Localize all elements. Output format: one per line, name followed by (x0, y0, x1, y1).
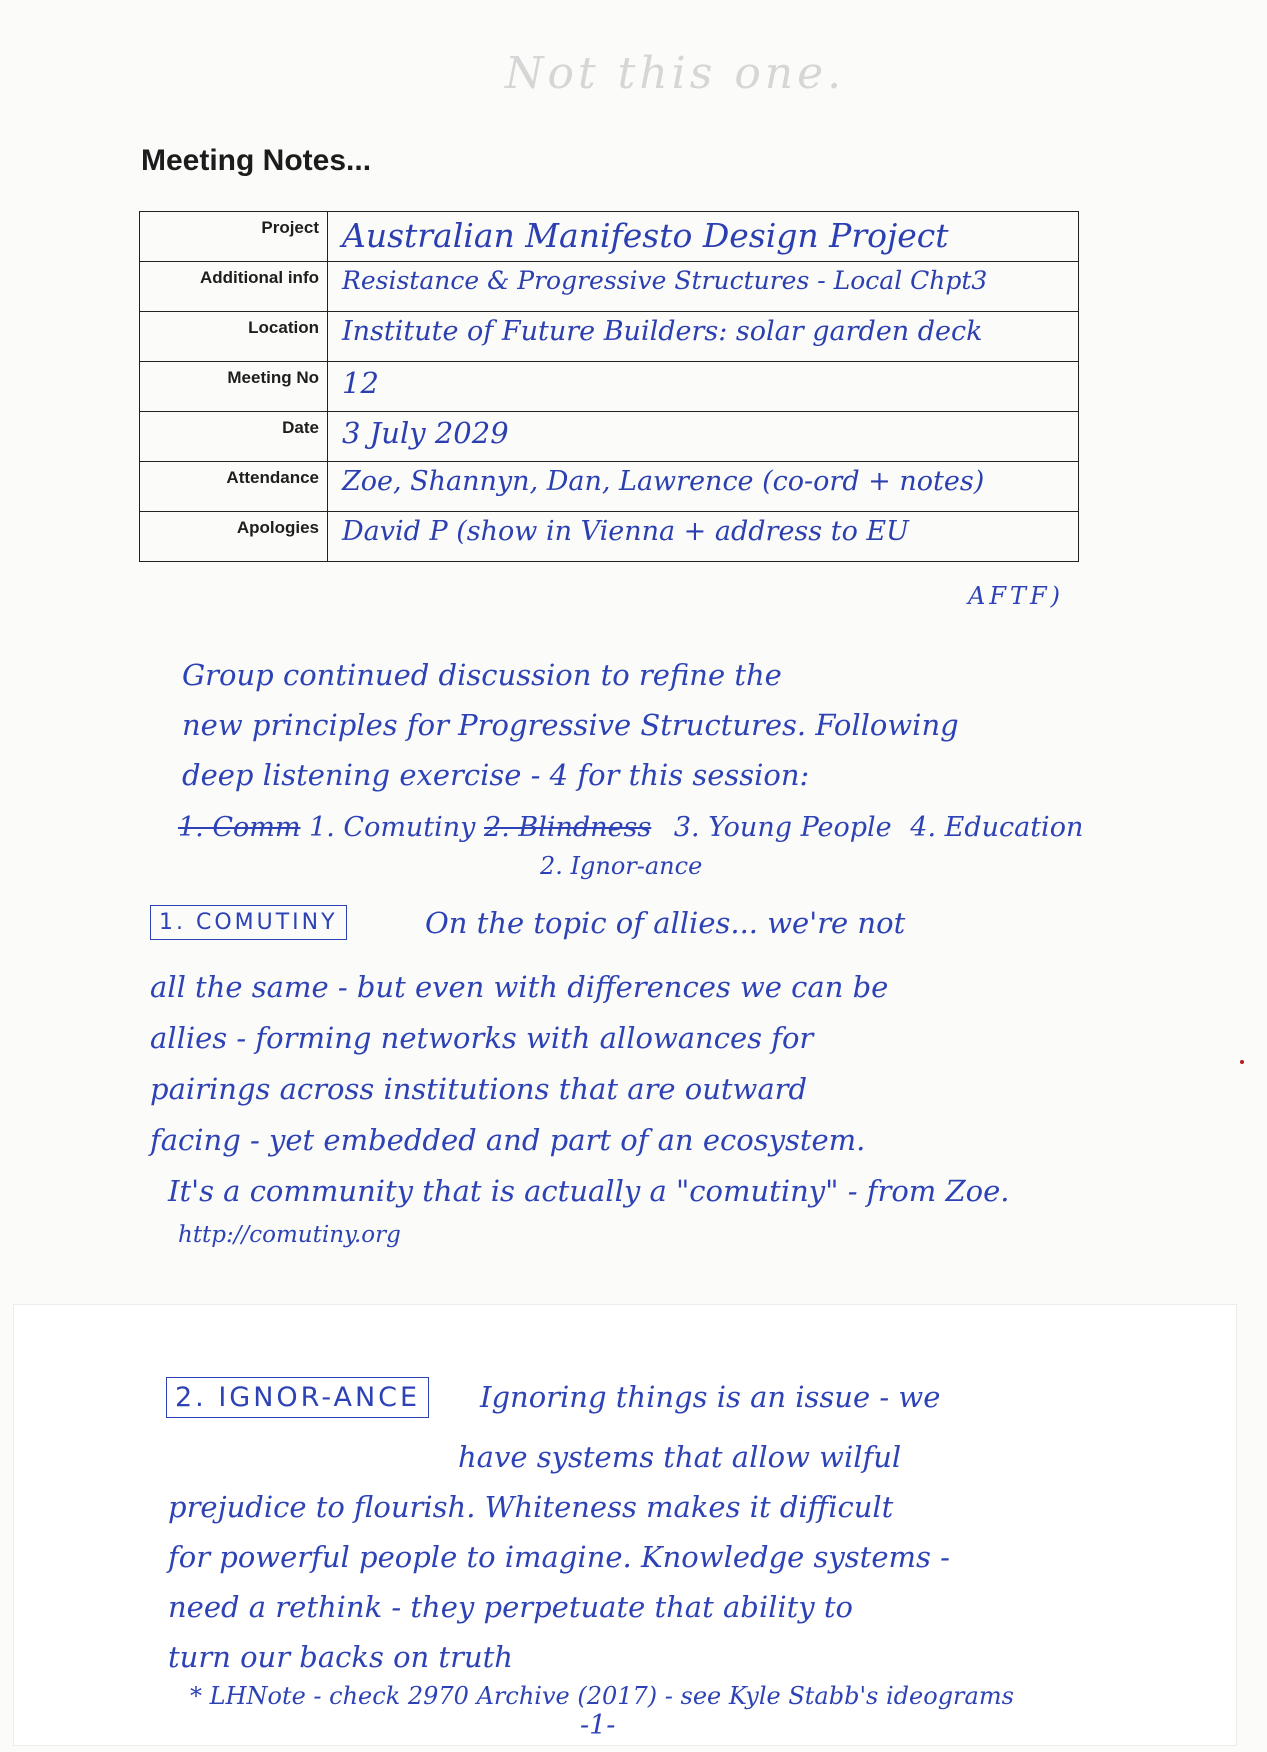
row-value: Institute of Future Builders: solar garden deck (328, 312, 1079, 362)
list-item: 4. Education (910, 812, 1084, 843)
row-value: 3 July 2029 (328, 412, 1079, 462)
row-label: Date (140, 412, 328, 462)
row-label: Additional info (140, 262, 328, 312)
row-value: Australian Manifesto Design Project (328, 212, 1079, 262)
row-value: Resistance & Progressive Structures - Local Chpt3 (328, 262, 1079, 312)
intro-line: deep listening exercise - 4 for this session: (182, 758, 810, 792)
table-row-project (140, 212, 1079, 262)
section-line: all the same - but even with differences we can be (150, 970, 889, 1004)
section-body (150, 962, 1010, 1217)
section-url: http://comutiny.org (178, 1222, 401, 1248)
intro-line: Group continued discussion to refine the (182, 658, 782, 692)
table-row-apologies (140, 512, 1079, 562)
row-label: Attendance (140, 462, 328, 512)
row-value: 12 (328, 362, 1079, 412)
table-row-additional-info (140, 262, 1079, 312)
table-row-location (140, 312, 1079, 362)
meeting-info-table (139, 211, 1079, 562)
intro-line: new principles for Progressive Structures. Following (182, 708, 959, 742)
ink-speck (1240, 1060, 1244, 1064)
list-item: 1. Comutiny (309, 812, 476, 843)
row-label: Meeting No (140, 362, 328, 412)
row-value: Zoe, Shannyn, Dan, Lawrence (co-ord + notes) (328, 462, 1079, 512)
section-line: have systems that allow wilful (458, 1440, 902, 1474)
section-line: turn our backs on truth (168, 1640, 513, 1674)
section-first-line: Ignoring things is an issue - we (480, 1380, 941, 1414)
list-item-replacement: 2. Ignor-ance (540, 852, 703, 880)
section-line: pairings across institutions that are outward (150, 1072, 808, 1106)
section-line: prejudice to flourish. Whiteness makes it difficult (168, 1490, 894, 1524)
table-row-attendance (140, 462, 1079, 512)
apologies-continued: AFTF) (968, 582, 1065, 610)
table-row-meeting-no (140, 362, 1079, 412)
principles-list (178, 812, 1083, 843)
table-row-date (140, 412, 1079, 462)
page-title: Meeting Notes... (141, 144, 372, 177)
section-line: for powerful people to imagine. Knowledge systems - (168, 1540, 950, 1574)
section-label-comutiny: 1. COMUTINY (150, 905, 347, 940)
section-label-ignorance: 2. IGNOR-ANCE (166, 1377, 429, 1418)
intro-paragraph (182, 650, 959, 800)
row-value: David P (show in Vienna + address to EU (328, 512, 1079, 562)
section-body (168, 1432, 950, 1682)
row-label: Apologies (140, 512, 328, 562)
list-item: 3. Young People (673, 812, 892, 843)
section-first-line: On the topic of allies... we're not (425, 906, 906, 940)
faint-pencil-note: Not this one. (505, 48, 846, 99)
page-number: -1- (580, 1710, 616, 1741)
struck-text: 1. Comm (178, 812, 301, 843)
row-label: Location (140, 312, 328, 362)
section-line: It's a community that is actually a "comutiny" - from Zoe. (168, 1174, 1010, 1208)
section-line: facing - yet embedded and part of an ecosystem. (150, 1123, 866, 1157)
section-line: need a rethink - they perpetuate that ability to (168, 1590, 854, 1624)
lh-note: * LHNote - check 2970 Archive (2017) - see Kyle Stabb's ideograms (190, 1682, 1014, 1710)
row-label: Project (140, 212, 328, 262)
section-line: allies - forming networks with allowances for (150, 1021, 814, 1055)
struck-text: 2. Blindness (484, 812, 652, 843)
